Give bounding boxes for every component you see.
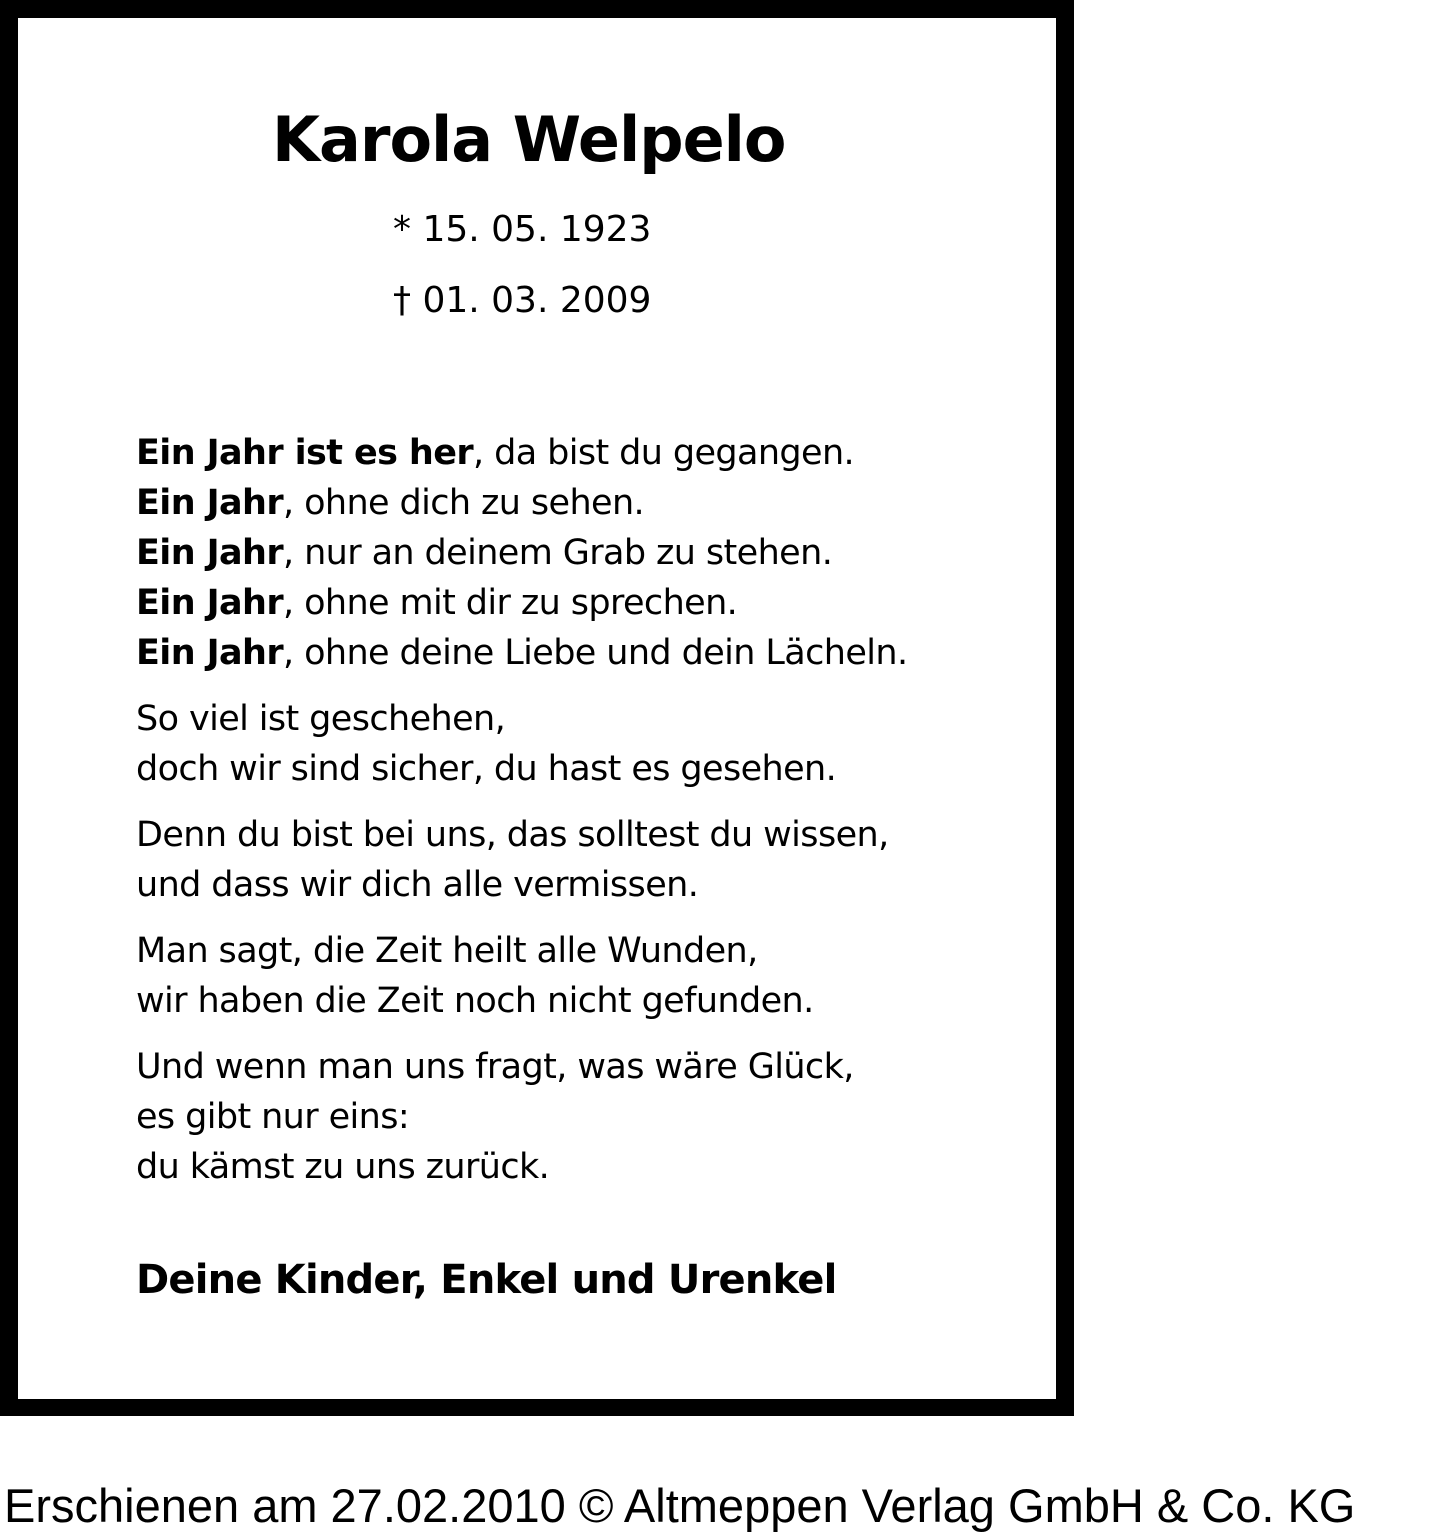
poem-line bbox=[136, 428, 908, 478]
poem-line bbox=[136, 528, 908, 578]
poem-line-text: , ohne deine Liebe und dein Lächeln. bbox=[283, 633, 908, 673]
poem-stanza-4 bbox=[136, 926, 908, 1026]
poem-stanza-3 bbox=[136, 810, 908, 910]
poem-line-emphasis: Ein Jahr ist es her bbox=[136, 433, 474, 473]
poem-line: Und wenn man uns fragt, was wäre Glück, bbox=[136, 1047, 854, 1087]
poem-line-text: , da bist du gegangen. bbox=[473, 433, 855, 473]
poem-line: wir haben die Zeit noch nicht gefunden. bbox=[136, 981, 814, 1021]
poem-line: du kämst zu uns zurück. bbox=[136, 1147, 550, 1187]
poem-line: und dass wir dich alle vermissen. bbox=[136, 865, 699, 905]
deceased-name: Karola Welpelo bbox=[272, 103, 786, 176]
publication-footer: Erschienen am 27.02.2010 © Altmeppen Verlag GmbH & Co. KG bbox=[4, 1479, 1356, 1532]
poem-line: So viel ist geschehen, bbox=[136, 699, 506, 739]
memorial-poem bbox=[136, 428, 908, 1208]
poem-stanza-5 bbox=[136, 1042, 908, 1192]
birth-date: * 15. 05. 1923 bbox=[393, 209, 652, 250]
poem-line-text: , ohne dich zu sehen. bbox=[283, 483, 645, 523]
signature: Deine Kinder, Enkel und Urenkel bbox=[136, 1257, 837, 1303]
poem-line-emphasis: Ein Jahr bbox=[136, 483, 284, 523]
death-date: † 01. 03. 2009 bbox=[393, 280, 652, 321]
poem-stanza-1 bbox=[136, 428, 908, 678]
poem-line-emphasis: Ein Jahr bbox=[136, 533, 284, 573]
poem-line bbox=[136, 478, 908, 528]
poem-line bbox=[136, 628, 908, 678]
poem-line-emphasis: Ein Jahr bbox=[136, 633, 284, 673]
poem-line: doch wir sind sicher, du hast es gesehen. bbox=[136, 749, 837, 789]
poem-line: es gibt nur eins: bbox=[136, 1097, 410, 1137]
poem-line-text: , ohne mit dir zu sprechen. bbox=[283, 583, 738, 623]
poem-line: Man sagt, die Zeit heilt alle Wunden, bbox=[136, 931, 758, 971]
poem-line-text: , nur an deinem Grab zu stehen. bbox=[283, 533, 833, 573]
poem-line: Denn du bist bei uns, das solltest du wissen, bbox=[136, 815, 889, 855]
poem-line bbox=[136, 578, 908, 628]
poem-stanza-2 bbox=[136, 694, 908, 794]
poem-line-emphasis: Ein Jahr bbox=[136, 583, 284, 623]
